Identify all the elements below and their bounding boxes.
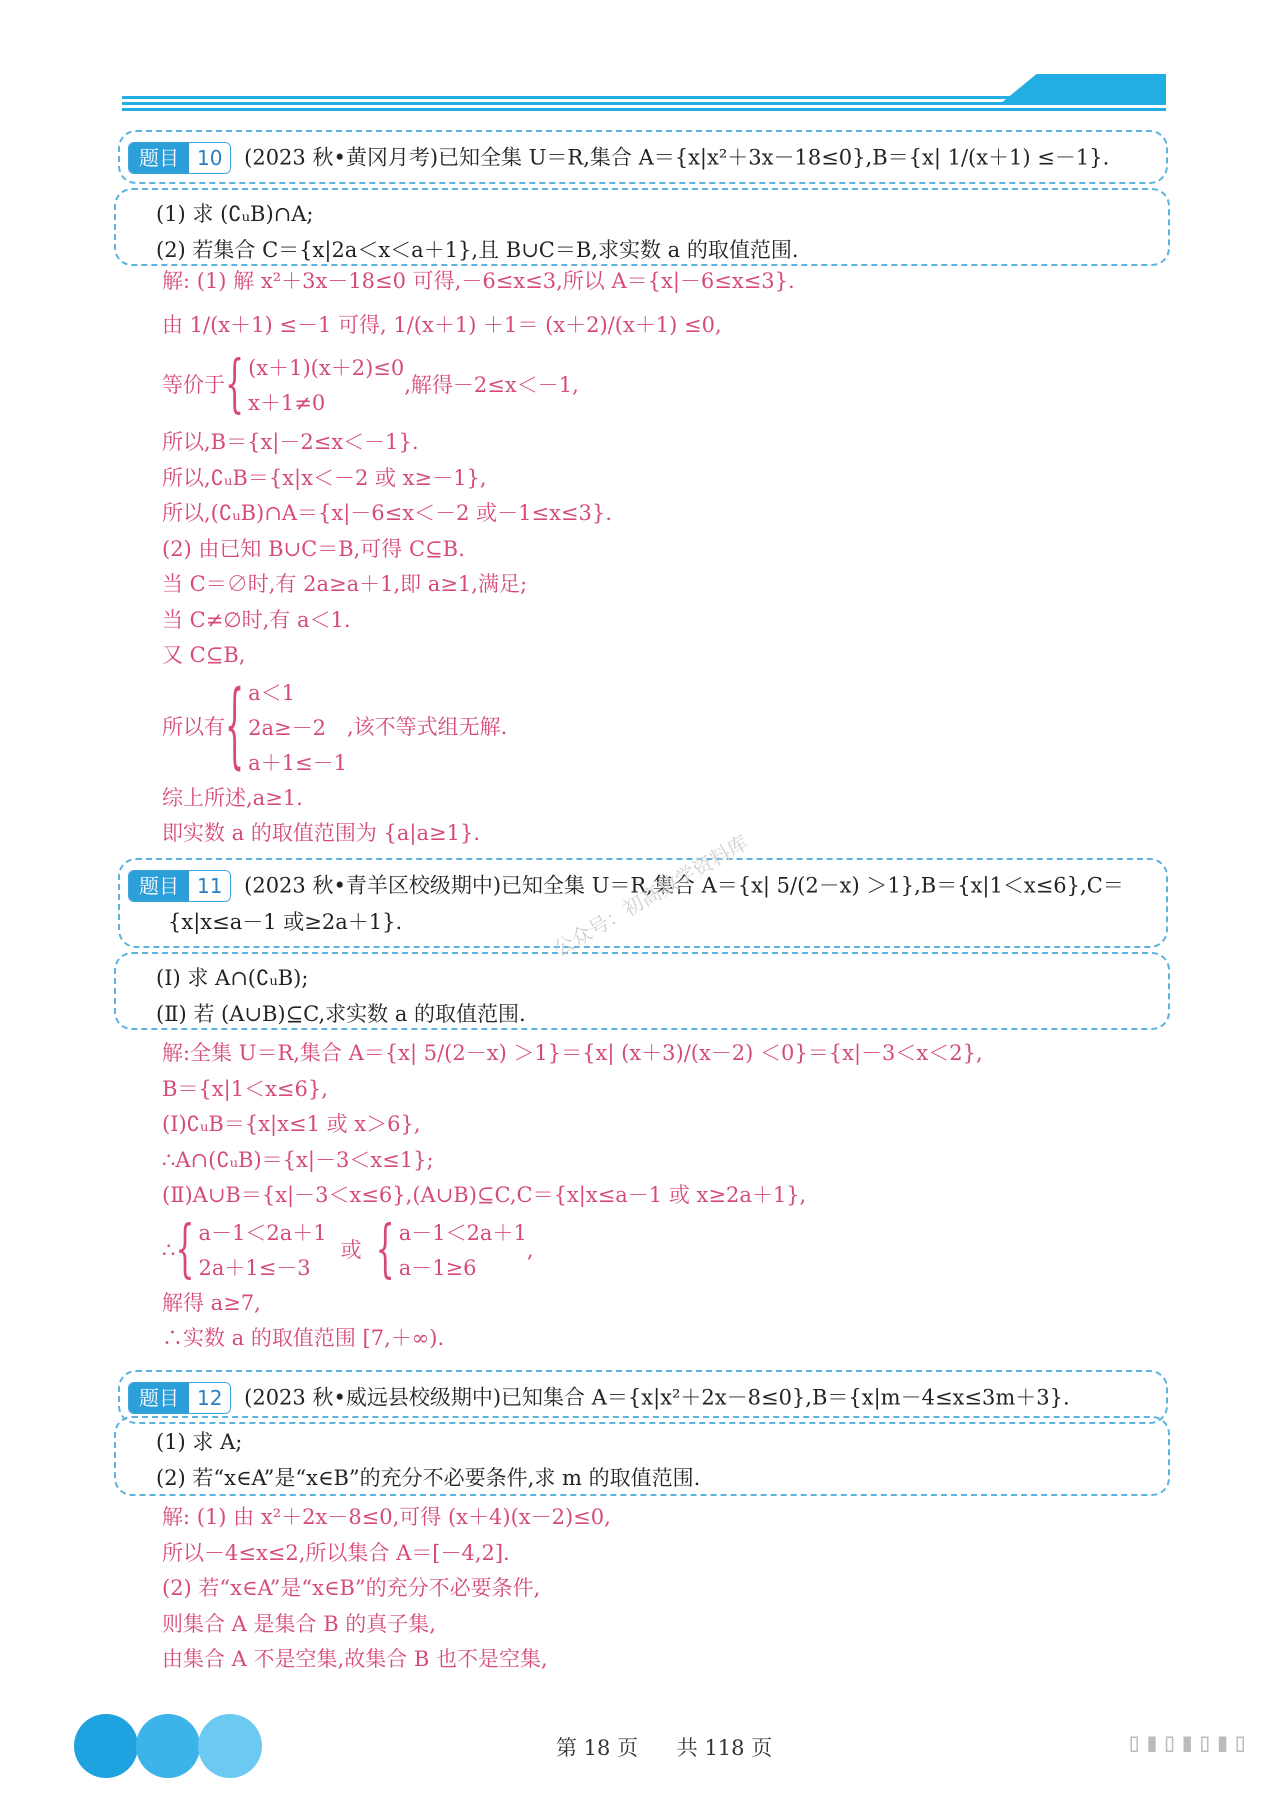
q10-sol-line: 又 C⊆B, bbox=[162, 643, 246, 667]
q12-sol-line: (2) 若“x∈A”是“x∈B”的充分不必要条件, bbox=[162, 1576, 541, 1600]
q12-part2: (2) 若“x∈A”是“x∈B”的充分不必要条件,求 m 的取值范围. bbox=[156, 1466, 701, 1490]
q11-sol-line: (Ⅱ)A∪B＝{x|－3＜x≤6},(A∪B)⊆C,C＝{x|x≤a－1 或 x≥2a＋1}, bbox=[162, 1183, 807, 1207]
q11-solution bbox=[162, 1036, 1162, 1357]
page-number: 第 18 页 bbox=[556, 1736, 639, 1760]
q11-sol-line: 解得 a≥7, bbox=[162, 1290, 261, 1315]
q10-header bbox=[118, 130, 1168, 184]
q10-part2: (2) 若集合 C＝{x|2a＜x＜a＋1},且 B∪C＝B,求实数 a 的取值范围. bbox=[156, 238, 799, 262]
q12-stem: (2023 秋•威远县校级期中)已知集合 A＝{x|x²＋2x－8≤0},B＝{x|m－4≤x≤3m＋3}. bbox=[244, 1385, 1070, 1410]
footer-dot-1 bbox=[74, 1714, 138, 1778]
q11-part1: (Ⅰ) 求 A∩(∁ᵤB); bbox=[156, 966, 309, 990]
q11-tag: 题目 11 bbox=[128, 870, 231, 902]
q10-sol-line: (2) 由已知 B∪C＝B,可得 C⊆B. bbox=[162, 536, 465, 561]
q10-body bbox=[114, 188, 1170, 266]
q10-sol-line: 即实数 a 的取值范围为 {a|a≥1}. bbox=[162, 821, 481, 845]
q11-sol-line: ∴实数 a 的取值范围 [7,＋∞). bbox=[162, 1326, 445, 1350]
q12-tag: 题目 12 bbox=[128, 1382, 231, 1414]
q10-tag: 题目 10 bbox=[128, 142, 231, 174]
q12-part1: (1) 求 A; bbox=[156, 1430, 243, 1454]
q10-sol-line: 由 1/(x＋1) ≤－1 可得, 1/(x＋1) ＋1＝ (x＋2)/(x＋1) ≤0, bbox=[162, 312, 722, 337]
q10-solution bbox=[162, 264, 1162, 852]
q10-sol-line: 解: (1) 解 x²＋3x－18≤0 可得,－6≤x≤3,所以 A＝{x|－6≤x≤3}. bbox=[162, 269, 795, 293]
watermark: 公众号：初高数学资料库 bbox=[549, 830, 753, 962]
q11-part2: (Ⅱ) 若 (A∪B)⊆C,求实数 a 的取值范围. bbox=[156, 1002, 526, 1026]
q10-sol-line: 当 C≠∅时,有 a＜1. bbox=[162, 607, 351, 632]
q10-sol-line: 所以,B＝{x|－2≤x＜－1}. bbox=[162, 430, 419, 454]
q11-body bbox=[114, 952, 1170, 1030]
q10-sol-line: 当 C＝∅时,有 2a≥a＋1,即 a≥1,满足; bbox=[162, 572, 528, 596]
q10-stem: (2023 秋•黄冈月考)已知全集 U＝R,集合 A＝{x|x²＋3x－18≤0},B＝{x| 1/(x＋1) ≤－1}. bbox=[244, 145, 1110, 170]
q10-system-1: 等价于 { (x＋1)(x＋2)≤0 x＋1≠0 ,解得－2≤x＜－1, bbox=[162, 348, 579, 423]
page-total: 共 118 页 bbox=[676, 1736, 773, 1760]
q11-sol-line: (Ⅰ)∁ᵤB＝{x|x≤1 或 x＞6}, bbox=[162, 1112, 421, 1136]
q12-sol-line: 则集合 A 是集合 B 的真子集, bbox=[162, 1611, 436, 1636]
q11-sol-line: B＝{x|1＜x≤6}, bbox=[162, 1076, 328, 1101]
q12-sol-line: 由集合 A 不是空集,故集合 B 也不是空集, bbox=[162, 1647, 548, 1671]
header-rule-3 bbox=[122, 108, 1166, 111]
page-indicator bbox=[540, 1732, 788, 1762]
q10-sol-line: 综上所述,a≥1. bbox=[162, 785, 303, 810]
q12-body bbox=[114, 1416, 1170, 1496]
q12-solution bbox=[162, 1500, 1162, 1678]
q11-system: ∴ { a－1＜2a＋1 2a＋1≤－3 或 { a－1＜2a＋1 a－1≥6 , bbox=[162, 1213, 534, 1287]
q11-sol-line: ∴A∩(∁ᵤB)＝{x|－3＜x≤1}; bbox=[162, 1147, 434, 1172]
q11-stem-cont: {x|x≤a－1 或≥2a＋1}. bbox=[168, 909, 403, 934]
q12-sol-line: 解: (1) 由 x²＋2x－8≤0,可得 (x＋4)(x－2)≤0, bbox=[162, 1505, 611, 1529]
bottom-watermark-logo: ▯▮▯▮▯▮▯ bbox=[1126, 1728, 1250, 1758]
q10-sol-line: 所以,(∁ᵤB)∩A＝{x|－6≤x＜－2 或－1≤x≤3}. bbox=[162, 501, 612, 525]
q10-system-2: 所以有 { a＜1 2a≥－2 a＋1≤－1 ,该不等式组无解. bbox=[162, 672, 508, 782]
q10-part1: (1) 求 (∁ᵤB)∩A; bbox=[156, 202, 314, 226]
header-tab bbox=[1000, 74, 1166, 104]
q11-stem: (2023 秋•青羊区校级期中)已知全集 U＝R,集合 A＝{x| 5/(2－x) ＞1},B＝{x|1＜x≤6},C＝ bbox=[244, 873, 1124, 898]
q11-sol-line: 解:全集 U＝R,集合 A＝{x| 5/(2－x) ＞1}＝{x| (x＋3)/(x－2) ＜0}＝{x|－3＜x＜2}, bbox=[162, 1041, 983, 1065]
footer-dot-2 bbox=[136, 1714, 200, 1778]
q10-sol-line: 所以,∁ᵤB＝{x|x＜－2 或 x≥－1}, bbox=[162, 465, 487, 490]
footer-dot-3 bbox=[198, 1714, 262, 1778]
q12-sol-line: 所以－4≤x≤2,所以集合 A＝[－4,2]. bbox=[162, 1540, 510, 1565]
